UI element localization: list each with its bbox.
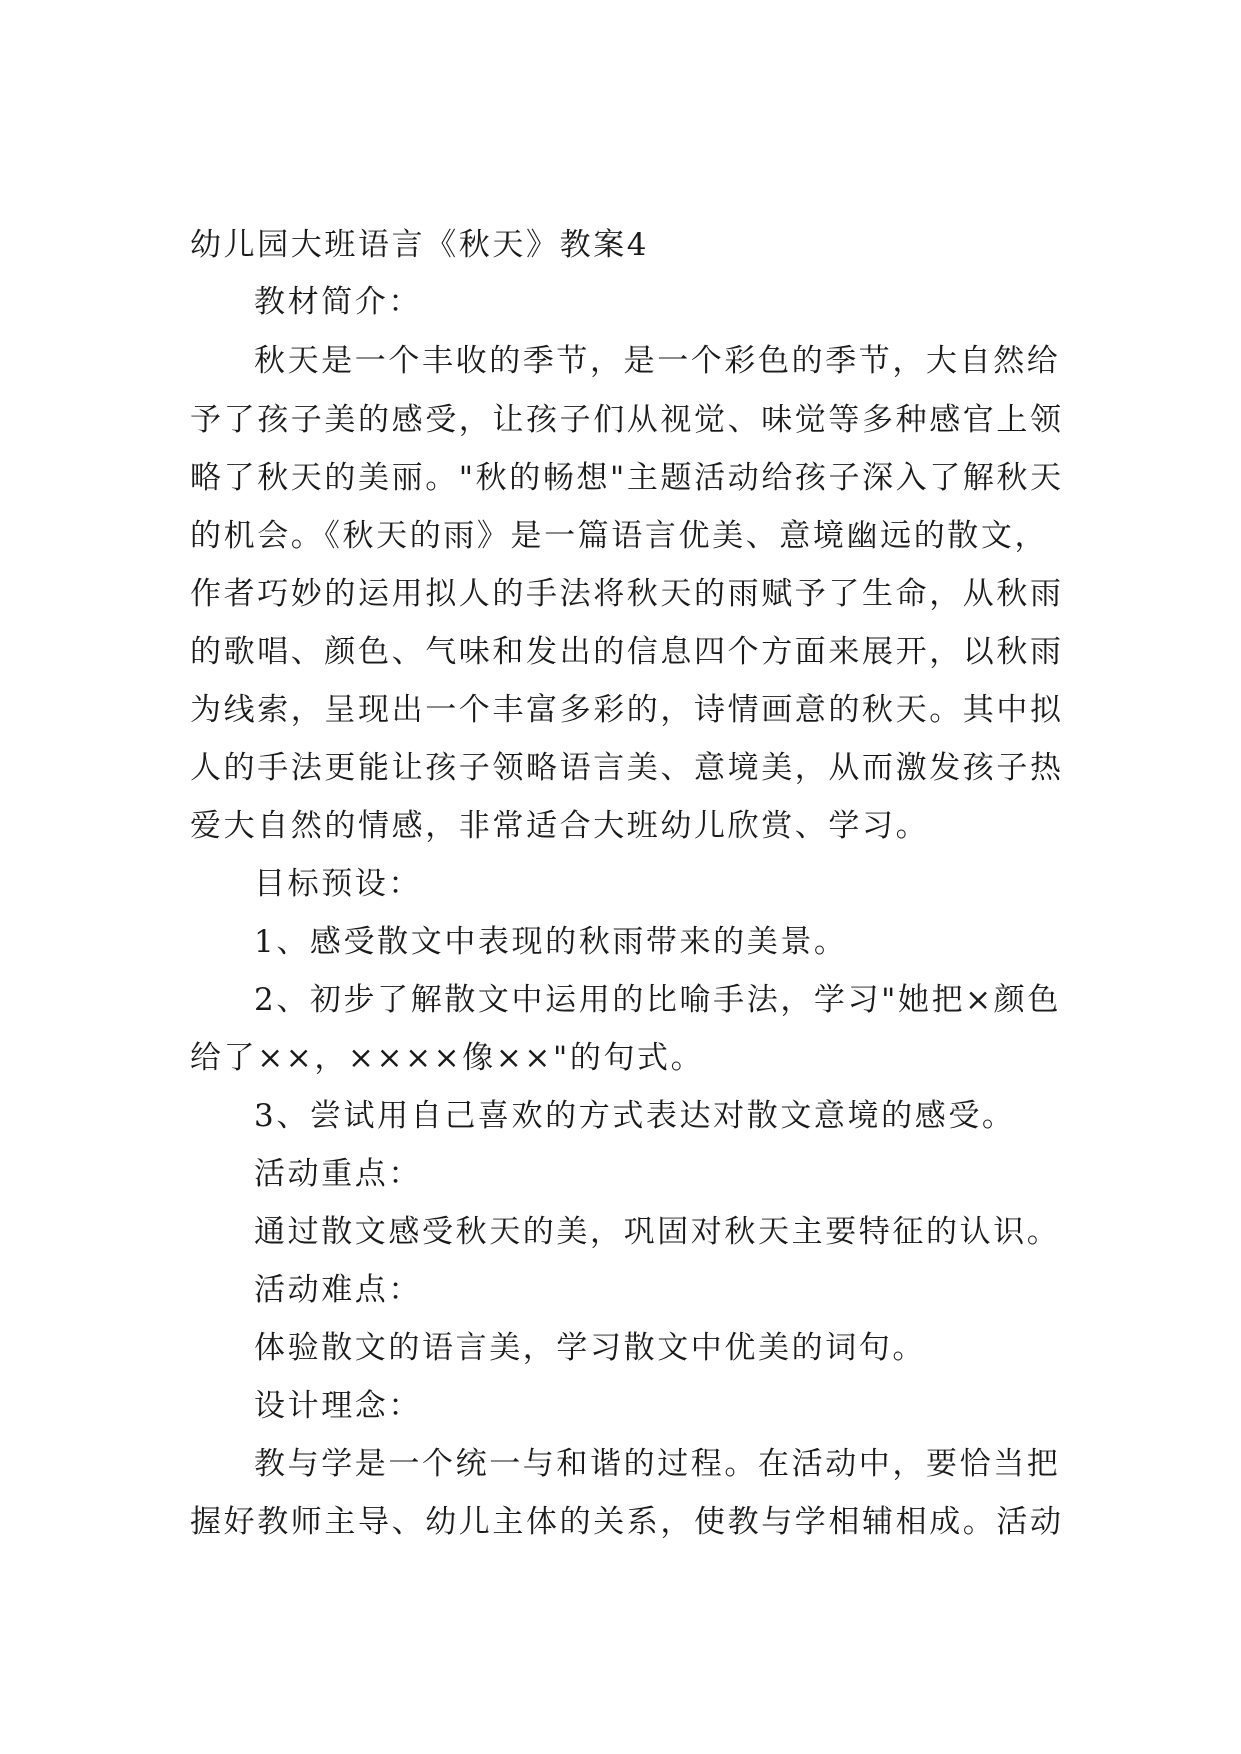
materials-line: 人的手法更能让孩子领略语言美、意境美，从而激发孩子热 [190, 750, 1064, 786]
materials-line: 作者巧妙的运用拟人的手法将秋天的雨赋予了生命，从秋雨 [190, 576, 1064, 612]
difficulty-text: 体验散文的语言美，学习散文中优美的词句。 [254, 1330, 926, 1366]
difficulty-heading: 活动难点： [254, 1272, 422, 1308]
concept-heading: 设计理念： [254, 1388, 422, 1424]
goal-item-1: 1、感受散文中表现的秋雨带来的美景。 [254, 924, 848, 960]
concept-line: 教与学是一个统一与和谐的过程。在活动中，要恰当把 [254, 1446, 1061, 1482]
materials-heading: 教材简介： [254, 284, 422, 320]
materials-line: 为线索，呈现出一个丰富多彩的，诗情画意的秋天。其中拟 [190, 692, 1064, 728]
materials-line: 的歌唱、颜色、气味和发出的信息四个方面来展开，以秋雨 [190, 634, 1064, 670]
materials-line: 秋天是一个丰收的季节，是一个彩色的季节，大自然给 [254, 343, 1061, 379]
goal-item-2: 2、初步了解散文中运用的比喻手法，学习"她把×颜色 [254, 982, 1061, 1018]
goal-item-2-continued: 给了××，××××像××"的句式。 [190, 1040, 705, 1076]
materials-line: 予了孩子美的感受，让孩子们从视觉、味觉等多种感官上领 [190, 402, 1064, 438]
materials-line: 爱大自然的情感，非常适合大班幼儿欣赏、学习。 [190, 808, 930, 844]
materials-line: 略了秋天的美丽。"秋的畅想"主题活动给孩子深入了解秋天 [190, 460, 1064, 496]
goal-item-3: 3、尝试用自己喜欢的方式表达对散文意境的感受。 [254, 1098, 1016, 1134]
goals-heading: 目标预设： [254, 866, 422, 902]
materials-line: 的机会。《秋天的雨》是一篇语言优美、意境幽远的散文， [190, 518, 1049, 554]
focus-text: 通过散文感受秋天的美，巩固对秋天主要特征的认识。 [254, 1214, 1061, 1250]
focus-heading: 活动重点： [254, 1156, 422, 1192]
concept-line: 握好教师主导、幼儿主体的关系，使教与学相辅相成。活动 [190, 1504, 1064, 1540]
document-title: 幼儿园大班语言《秋天》教案4 [190, 227, 650, 263]
